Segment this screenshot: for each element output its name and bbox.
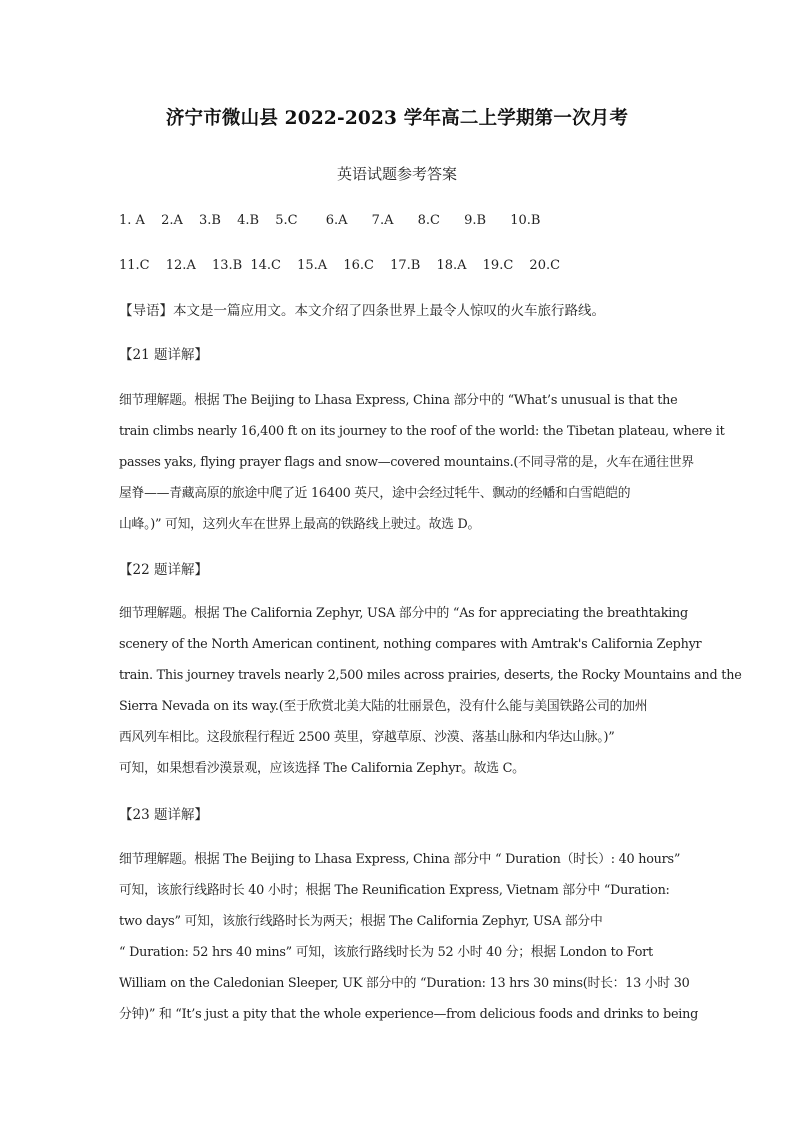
answer-item: 14.C xyxy=(250,258,281,273)
q22-line: scenery of the North American continent, nothing compares with Amtrak's California Zephyr xyxy=(119,637,702,652)
q21-line: 屋脊——青藏高原的旅途中爬了近 16400 英尺，途中会经过牦牛、飘动的经幡和白雪皑皑的 xyxy=(119,486,631,501)
answer-item: 3.B xyxy=(199,213,221,228)
answer-item: 20.C xyxy=(529,258,561,273)
answer-item: 18.A xyxy=(436,258,467,273)
answer-item: 11.C xyxy=(119,258,150,273)
q23-line: two days” 可知，该旅行线路时长为两天；根据 The California Zephyr, USA 部分中 xyxy=(119,914,603,929)
q21-line: train climbs nearly 16,400 ft on its journey to the roof of the world: the Tibetan plateau, where it xyxy=(119,424,725,439)
answer-item: 16.C xyxy=(343,258,374,273)
q23-line: “ Duration: 52 hrs 40 mins” 可知，该旅行路线时长为 52 小时 40 分；根据 London to Fort xyxy=(119,945,653,960)
answer-item: 9.B xyxy=(464,213,487,228)
q22-line: train. This journey travels nearly 2,500 miles across prairies, deserts, the Rocky Mountains and the xyxy=(119,668,742,683)
answer-item: 8.C xyxy=(417,213,440,228)
answer-row-2 xyxy=(119,257,679,275)
answer-item: 19.C xyxy=(482,258,514,273)
q22-heading: 【22 题详解】 xyxy=(119,562,208,578)
q23-line: 细节理解题。根据 The Beijing to Lhasa Express, China 部分中 “ Duration（时长）: 40 hours” xyxy=(119,852,681,867)
answer-row-1 xyxy=(119,212,679,230)
page-title: 济宁市微山县 2022-2023 学年高二上学期第一次月考 xyxy=(165,108,629,129)
answer-item: 2.A xyxy=(161,213,183,228)
answer-item: 7.A xyxy=(371,213,394,228)
answer-item: 12.A xyxy=(165,258,196,273)
q23-heading: 【23 题详解】 xyxy=(119,807,208,823)
page-subtitle: 英语试题参考答案 xyxy=(336,165,457,183)
answer-item: 17.B xyxy=(390,258,421,273)
q23-line: 可知，该旅行线路时长 40 小时；根据 The Reunification Express, Vietnam 部分中 “Duration: xyxy=(119,883,670,898)
q22-line: 西风列车相比。这段旅程行程近 2500 英里，穿越草原、沙漠、落基山脉和内华达山脉。)” xyxy=(119,730,615,745)
q22-line: 可知，如果想看沙漠景观，应该选择 The California Zephyr。故选 C。 xyxy=(119,761,525,776)
q22-line: 细节理解题。根据 The California Zephyr, USA 部分中的 “As for appreciating the breathtaking xyxy=(119,606,688,621)
guide-text: 【导语】本文是一篇应用文。本文介绍了四条世界上最令人惊叹的火车旅行路线。 xyxy=(119,303,605,319)
q23-line: 分钟)” 和 “It’s just a pity that the whole experience—from delicious foods and drinks to being xyxy=(119,1007,699,1022)
answer-item: 15.A xyxy=(297,258,328,273)
q21-line: 细节理解题。根据 The Beijing to Lhasa Express, China 部分中的 “What’s unusual is that the xyxy=(119,393,678,408)
answer-item: 1. A xyxy=(119,213,145,228)
q21-line: 山峰。)” 可知，这列火车在世界上最高的铁路线上驶过。故选 D。 xyxy=(119,517,481,532)
answer-item: 4.B xyxy=(237,213,260,228)
q23-line: William on the Caledonian Sleeper, UK 部分中的 “Duration: 13 hrs 30 mins(时长：13 小时 30 xyxy=(119,976,690,991)
answer-item: 6.A xyxy=(325,213,348,228)
answer-item: 13.B xyxy=(211,258,243,273)
q21-heading: 【21 题详解】 xyxy=(119,347,208,363)
answer-item: 10.B xyxy=(510,213,541,228)
q21-line: passes yaks, flying prayer flags and snow—covered mountains.(不同寻常的是，火车在通往世界 xyxy=(119,455,694,470)
answer-item: 5.C xyxy=(275,213,298,228)
q22-line: Sierra Nevada on its way.(至于欣赏北美大陆的壮丽景色，没有什么能与美国铁路公司的加州 xyxy=(119,699,648,714)
